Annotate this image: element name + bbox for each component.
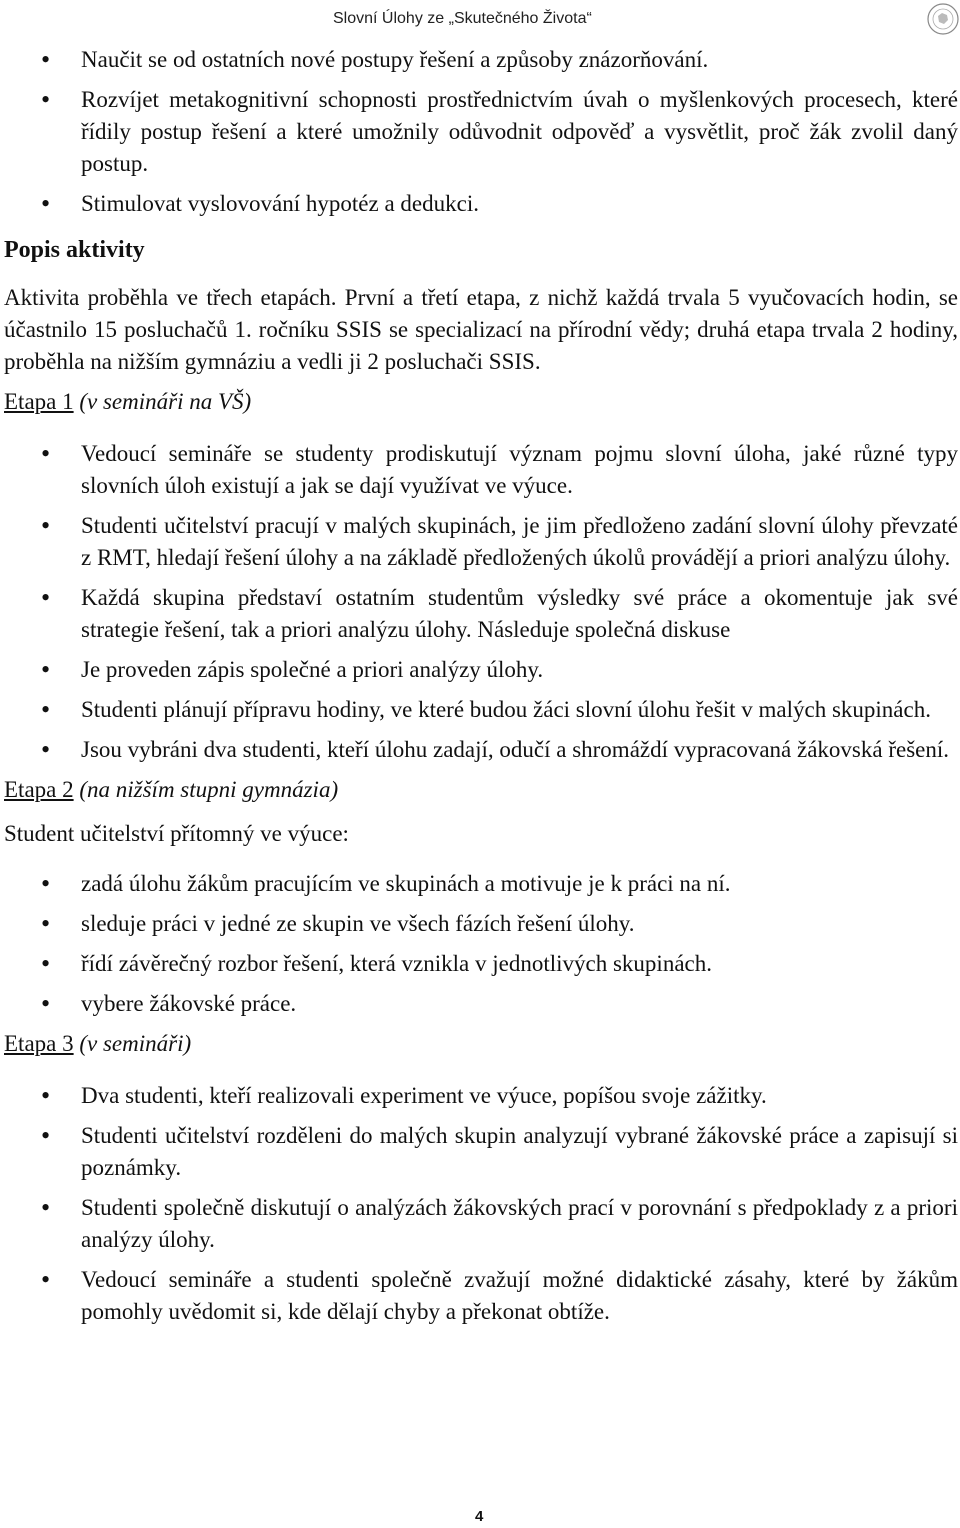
list-item: • Vedoucí semináře se studenty prodiskutují význam pojmu slovní úloha, jaké různé typy slovních úloh existují a jak se dají využívat ve výuce. — [4, 438, 958, 502]
list-item: • řídí závěrečný rozbor řešení, která vznikla v jednotlivých skupinách. — [4, 948, 958, 980]
list-item: • Vedoucí semináře a studenti společně zvažují možné didaktické zásahy, které by žákům pomohly uvědomit si, kde dělají chyby a překonat obtíže. — [4, 1264, 958, 1328]
stage2-label: Etapa 2 — [4, 777, 74, 802]
list-item: • zadá úlohu žákům pracujícím ve skupinách a motivuje je k práci na ní. — [4, 868, 958, 900]
intro-bullet-list — [4, 44, 958, 220]
page-number: 4 — [475, 1508, 484, 1525]
list-item: • Studenti učitelství pracují v malých skupinách, je jim předloženo zadání slovní úlohy převzaté z RMT, hledají řešení úlohy a na základě předložených úkolů provádějí a priori analýzu úlohy. — [4, 510, 958, 574]
stage2-title — [4, 774, 958, 806]
stage1-title — [4, 386, 958, 418]
list-item: • Stimulovat vyslovování hypotéz a dedukci. — [4, 188, 958, 220]
stage3-title — [4, 1028, 958, 1060]
list-item: • Každá skupina představí ostatním studentům výsledky své práce a okomentuje jak své strategie řešení, tak a priori analýzu úlohy. Následuje společná diskuse — [4, 582, 958, 646]
list-item: • Rozvíjet metakognitivní schopnosti prostřednictvím úvah o myšlenkových procesech, které řídily postup řešení a které umožnily odůvodnit odpověď a vysvětlit, proč žák zvolil daný postup. — [4, 84, 958, 180]
project-logo-icon — [926, 2, 960, 36]
list-item: • Je proveden zápis společné a priori analýzy úlohy. — [4, 654, 958, 686]
section-heading: Popis aktivity — [4, 237, 145, 263]
stage3-list — [4, 1080, 958, 1328]
stage3-note: (v semináři) — [79, 1031, 192, 1056]
list-item: • sleduje práci v jedné ze skupin ve všech fázích řešení úlohy. — [4, 908, 958, 940]
list-item: • Dva studenti, kteří realizovali experiment ve výuce, popíšou svoje zážitky. — [4, 1080, 958, 1112]
list-item: • Studenti společně diskutují o analýzách žákovských prací v porovnání s předpoklady z a priori analýzy úlohy. — [4, 1192, 958, 1256]
running-header: Slovní Úlohy ze „Skutečného Života“ — [333, 10, 592, 27]
stage2-lead: Student učitelství přítomný ve výuce: — [4, 821, 349, 846]
list-item: • vybere žákovské práce. — [4, 988, 958, 1020]
list-item: • Studenti učitelství rozděleni do malých skupin analyzují vybrané žákovské práce a zapisují si poznámky. — [4, 1120, 958, 1184]
list-item: • Naučit se od ostatních nové postupy řešení a způsoby znázorňování. — [4, 44, 958, 76]
stage3-label: Etapa 3 — [4, 1031, 74, 1056]
list-item: • Jsou vybráni dva studenti, kteří úlohu zadají, odučí a shromáždí vypracovaná žákovská řešení. — [4, 734, 958, 766]
section-paragraph: Aktivita proběhla ve třech etapách. První a třetí etapa, z nichž každá trvala 5 vyučovacích hodin, se účastnilo 15 posluchačů 1. ročníku SSIS se specializací na přírodní vědy; druhá etapa trvala 2 hodiny, proběhla na nižším gymnáziu a vedli ji 2 posluchači SSIS. — [4, 285, 958, 374]
stage2-note: (na nižším stupni gymnázia) — [79, 777, 339, 802]
stage2-list — [4, 868, 958, 1020]
document-body — [4, 44, 958, 1328]
stage1-list — [4, 438, 958, 766]
stage1-note: (v semináři na VŠ) — [79, 389, 252, 414]
list-item: • Studenti plánují přípravu hodiny, ve které budou žáci slovní úlohu řešit v malých skupinách. — [4, 694, 958, 726]
stage1-label: Etapa 1 — [4, 389, 74, 414]
